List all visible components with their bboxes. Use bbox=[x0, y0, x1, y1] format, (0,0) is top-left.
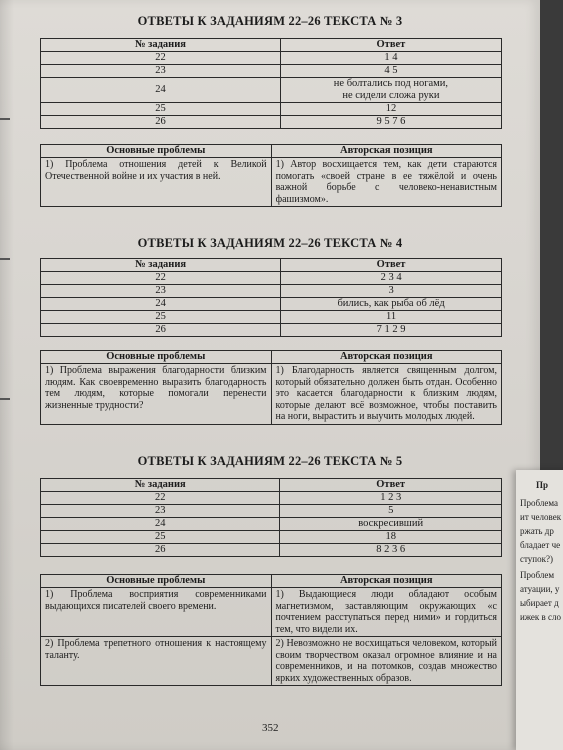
table-header-row bbox=[41, 39, 502, 52]
table-header-row bbox=[41, 575, 502, 588]
table-header-row bbox=[41, 259, 502, 272]
table-row bbox=[41, 505, 502, 518]
answer-value: 5 bbox=[280, 505, 502, 518]
problem-text: 1) Проблема восприятия современниками выдающихся писателей своего времени. bbox=[41, 588, 272, 637]
author-position-text: 1) Автор восхищается тем, как дети стараются помогать «своей стране в ее тяжёлой и очень важной борьбе с человеко-ненавистным фашизмом». bbox=[271, 158, 501, 207]
problems-table bbox=[40, 144, 502, 207]
table-row bbox=[41, 272, 502, 285]
answer-column-header: Ответ bbox=[281, 259, 502, 272]
answer-value: 1 4 bbox=[280, 52, 501, 65]
task-number: 26 bbox=[41, 116, 281, 129]
task-number: 22 bbox=[41, 52, 281, 65]
next-page-edge bbox=[516, 470, 563, 750]
task-number: 24 bbox=[41, 298, 281, 311]
table-header-row bbox=[41, 479, 502, 492]
task-number: 24 bbox=[41, 78, 281, 103]
position-column-header: Авторская позиция bbox=[271, 145, 501, 158]
answer-value: 12 bbox=[280, 103, 501, 116]
answers-table bbox=[40, 258, 502, 337]
next-page-fragment: ступок?) bbox=[520, 554, 553, 564]
task-number: 23 bbox=[41, 285, 281, 298]
table-row bbox=[41, 637, 502, 686]
table-row bbox=[41, 158, 502, 207]
position-column-header: Авторская позиция bbox=[271, 351, 502, 364]
task-number: 23 bbox=[41, 65, 281, 78]
problems-column-header: Основные проблемы bbox=[41, 351, 272, 364]
table-row bbox=[41, 492, 502, 505]
page-edge-mark bbox=[0, 398, 10, 400]
task-column-header: № задания bbox=[41, 259, 281, 272]
table-row bbox=[41, 531, 502, 544]
problem-text: 1) Проблема отношения детей к Великой Отечественной войне и их участия в ней. bbox=[41, 158, 272, 207]
answer-value: 1 2 3 bbox=[280, 492, 502, 505]
answer-value: воскресивший bbox=[280, 518, 502, 531]
table-row bbox=[41, 364, 502, 425]
table-row bbox=[41, 116, 502, 129]
problem-text: 2) Проблема трепетного отношения к настоящему таланту. bbox=[41, 637, 272, 686]
answer-value: 8 2 3 6 bbox=[280, 544, 502, 557]
table-row bbox=[41, 103, 502, 116]
task-number: 23 bbox=[41, 505, 280, 518]
task-number: 22 bbox=[41, 272, 281, 285]
task-number: 24 bbox=[41, 518, 280, 531]
page-edge-mark bbox=[0, 258, 10, 260]
table-row bbox=[41, 544, 502, 557]
table-row bbox=[41, 588, 502, 637]
task-number: 25 bbox=[41, 103, 281, 116]
answer-value: 7 1 2 9 bbox=[281, 324, 502, 337]
answer-column-header: Ответ bbox=[280, 39, 501, 52]
task-number: 26 bbox=[41, 324, 281, 337]
answer-value: 4 5 bbox=[280, 65, 501, 78]
section-heading: ОТВЕТЫ К ЗАДАНИЯМ 22–26 ТЕКСТА № 4 bbox=[137, 236, 403, 250]
task-number: 25 bbox=[41, 311, 281, 324]
table-row bbox=[41, 324, 502, 337]
task-column-header: № задания bbox=[41, 479, 280, 492]
section-heading: ОТВЕТЫ К ЗАДАНИЯМ 22–26 ТЕКСТА № 5 bbox=[137, 454, 403, 468]
problems-column-header: Основные проблемы bbox=[41, 575, 272, 588]
next-page-fragment: Проблема bbox=[520, 498, 558, 508]
table-row bbox=[41, 52, 502, 65]
task-number: 25 bbox=[41, 531, 280, 544]
answer-column-header: Ответ bbox=[280, 479, 502, 492]
next-page-fragment: ыбирает д bbox=[520, 598, 559, 608]
table-row bbox=[41, 298, 502, 311]
table-row bbox=[41, 285, 502, 298]
next-page-fragment: ижек в сло bbox=[520, 612, 562, 622]
page-fold-shadow bbox=[0, 0, 14, 750]
answer-value: не болтались под ногами, не сидели сложа руки bbox=[280, 78, 501, 103]
problems-column-header: Основные проблемы bbox=[41, 145, 272, 158]
section-heading: ОТВЕТЫ К ЗАДАНИЯМ 22–26 ТЕКСТА № 3 bbox=[137, 14, 403, 28]
answer-value: 9 5 7 6 bbox=[280, 116, 501, 129]
task-number: 22 bbox=[41, 492, 280, 505]
table-header-row bbox=[41, 145, 502, 158]
task-number: 26 bbox=[41, 544, 280, 557]
position-column-header: Авторская позиция bbox=[271, 575, 502, 588]
next-page-fragment: бладает че bbox=[520, 540, 561, 550]
answers-table bbox=[40, 478, 502, 557]
table-row bbox=[41, 65, 502, 78]
answer-value: 11 bbox=[281, 311, 502, 324]
next-page-fragment: Пр bbox=[536, 480, 549, 490]
author-position-text: 2) Невозможно не восхищаться человеком, который своим творчеством оказал огромное влияние и на современников, и на потомков, создав множество ярких художественных образов. bbox=[271, 637, 502, 686]
answer-value: 3 bbox=[281, 285, 502, 298]
next-page-fragment: атуации, у bbox=[520, 584, 560, 594]
answer-value: бились, как рыба об лёд bbox=[281, 298, 502, 311]
problems-table bbox=[40, 350, 502, 425]
answer-value: 2 3 4 bbox=[281, 272, 502, 285]
next-page-fragment: ит человек bbox=[520, 512, 562, 522]
table-row bbox=[41, 311, 502, 324]
next-page-fragment: ржать др bbox=[520, 526, 554, 536]
table-header-row bbox=[41, 351, 502, 364]
problems-table bbox=[40, 574, 502, 686]
answers-table bbox=[40, 38, 502, 129]
page-number: 352 bbox=[262, 722, 279, 734]
author-position-text: 1) Выдающиеся люди обладают особым магнетизмом, заставляющим окружающих «с почтением расступаться перед ними» и гордиться тем, что видели их. bbox=[271, 588, 502, 637]
page-edge-mark bbox=[0, 118, 10, 120]
answer-value: 18 bbox=[280, 531, 502, 544]
next-page-fragment: Проблем bbox=[520, 570, 555, 580]
table-row bbox=[41, 518, 502, 531]
problem-text: 1) Проблема выражения благодарности близким людям. Как своевременно выразить благодарность тем людям, которые помогали перенести жизненные трудности? bbox=[41, 364, 272, 425]
author-position-text: 1) Благодарность является священным долгом, который обязательно должен быть отдан. Особенно это касается благодарности к близким людям, которые делают всё возможное, чтобы поставить на ноги, вырастить и выучить молодых людей. bbox=[271, 364, 502, 425]
task-column-header: № задания bbox=[41, 39, 281, 52]
table-row bbox=[41, 78, 502, 103]
